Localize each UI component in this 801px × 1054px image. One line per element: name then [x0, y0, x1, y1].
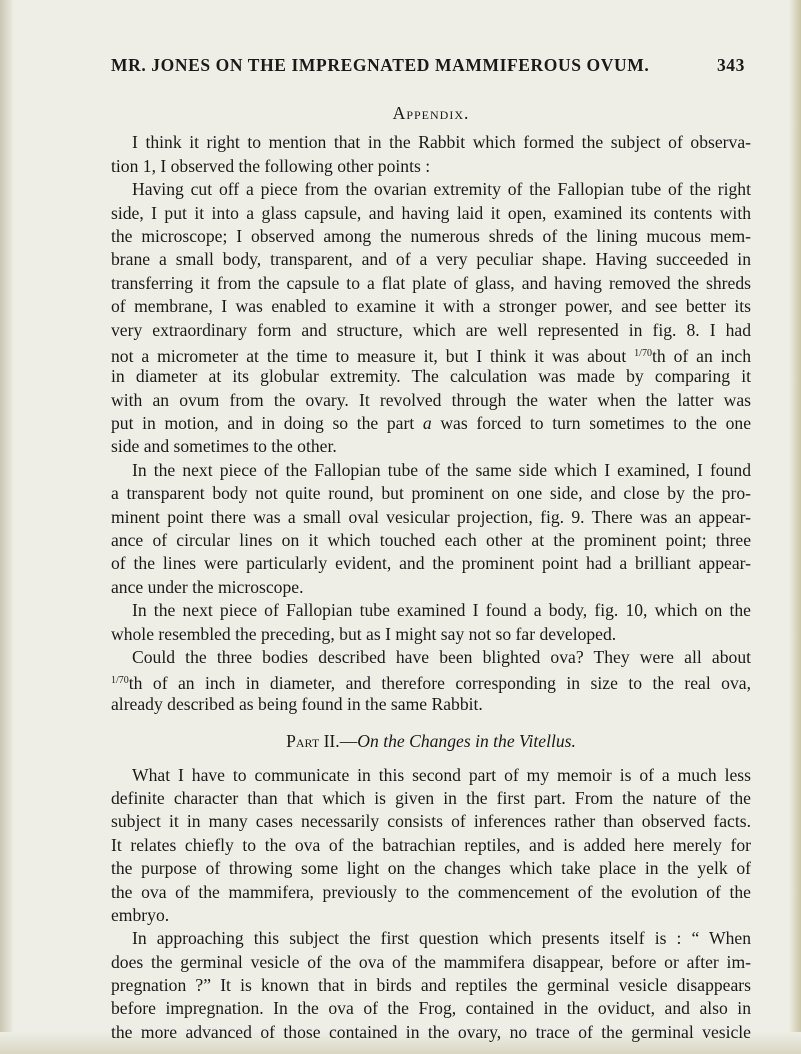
running-head [111, 55, 745, 81]
fraction-numerator: 1 [634, 347, 640, 359]
text-line: brane a small body, transparent, and of a very peculiar shape. Having succeeded in [111, 249, 751, 270]
text-line: of membrane, I was enabled to examine it with a stronger power, and see better its [111, 296, 751, 317]
text-line: definite character than that which is given in the first part. From the nature of the [111, 787, 751, 808]
text-line: the ova of the mammifera, previously to the commencement of the evolution of the [111, 881, 751, 902]
text-line-with-fraction [111, 342, 751, 365]
appendix-heading: Appendix. [392, 103, 470, 123]
text-line: the purpose of throwing some light on the changes which take place in the yelk of [111, 858, 751, 879]
page-edge-right [789, 0, 801, 1054]
page-number: 343 [716, 55, 745, 75]
text-line-with-italic [111, 412, 751, 435]
text-line: side, I put it into a glass capsule, and having laid it open, examined its contents with [111, 202, 751, 223]
text-line: ance of circular lines on it which touched each other at the prominent point; three [111, 530, 751, 551]
text-line: minent point there was a small oval vesicular projection, fig. 9. There was an appear- [111, 506, 751, 527]
text-line: very extraordinary form and structure, which are well represented in fig. 8. I had [111, 319, 751, 340]
text-line: in diameter at its globular extremity. The calculation was made by comparing it [111, 366, 751, 387]
text-segment: was forced to turn sometimes to the one [440, 413, 752, 434]
fraction-denominator: 70 [118, 675, 129, 687]
text-segment: not a micrometer at the time to measure it, but I think it was about [111, 345, 627, 366]
part-heading [111, 730, 751, 753]
italic-letter: a [422, 413, 432, 434]
text-line: It relates chiefly to the ova of the batrachian reptiles, and is added here merely for [111, 834, 751, 855]
text-line: ance under the microscope. [111, 576, 304, 597]
fraction-numerator: 1 [111, 675, 116, 687]
text-line: does the germinal vesicle of the ova of the mammifera disappear, before or after im- [111, 951, 751, 972]
text-line: pregnation ?” It is known that in birds and reptiles the germinal vesicle disappears [111, 975, 751, 996]
text-line: before impregnation. In the ova of the Frog, contained in the oviduct, and also in [111, 998, 751, 1019]
text-segment: th of an inch [651, 345, 752, 366]
fraction: 1/70 [634, 347, 652, 359]
text-line: with an ovum from the ovary. It revolved through the water when the latter was [111, 389, 751, 410]
text-line: tion 1, I observed the following other points : [111, 155, 431, 176]
text-line: the microscope; I observed among the numerous shreds of the lining mucous mem- [111, 225, 751, 246]
text-segment: th of an inch in diameter, and therefore corresponding in size to the real ova, [128, 673, 751, 694]
running-title: MR. JONES ON THE IMPREGNATED MAMMIFEROUS OVUM. [111, 55, 650, 75]
part-label: Part II.— [286, 731, 358, 752]
text-line: a transparent body not quite round, but prominent on one side, and close by the pro- [111, 483, 751, 504]
text-line: already described as being found in the same Rabbit. [111, 693, 483, 714]
text-line: Could the three bodies described have been blighted ova? They were all about [132, 646, 751, 667]
text-line: In approaching this subject the first question which presents itself is : “ When [132, 928, 751, 949]
fraction-denominator: 70 [641, 347, 652, 359]
text-line: Having cut off a piece from the ovarian extremity of the Fallopian tube of the right [132, 179, 751, 200]
page-edge-left [0, 0, 14, 1054]
text-line: In the next piece of the Fallopian tube of the same side which I examined, I found [132, 459, 751, 480]
body-text [111, 102, 751, 1044]
text-line: I think it right to mention that in the Rabbit which formed the subject of observa- [132, 132, 751, 153]
text-line: side and sometimes to the other. [111, 436, 337, 457]
text-line: In the next piece of Fallopian tube examined I found a body, fig. 10, which on the [132, 600, 751, 621]
text-line-with-fraction [111, 669, 751, 692]
text-line: the more advanced of those contained in the ovary, no trace of the germinal vesicle [111, 1021, 751, 1042]
text-line: embryo. [111, 904, 170, 925]
fraction: 1/70 [111, 675, 129, 687]
text-line: whole resembled the preceding, but as I might say not so far developed. [111, 623, 617, 644]
text-segment: put in motion, and in doing so the part [111, 413, 415, 434]
text-line: of the lines were particularly evident, and the prominent point had a brilliant appear- [111, 553, 751, 574]
text-line: What I have to communicate in this second part of my memoir is of a much less [132, 764, 751, 785]
text-line: transferring it from the capsule to a flat plate of glass, and having removed the shreds [111, 272, 751, 293]
text-line: subject it in many cases necessarily consists of inferences rather than observed facts. [111, 811, 751, 832]
part-title: On the Changes in the Vitellus. [357, 731, 576, 752]
